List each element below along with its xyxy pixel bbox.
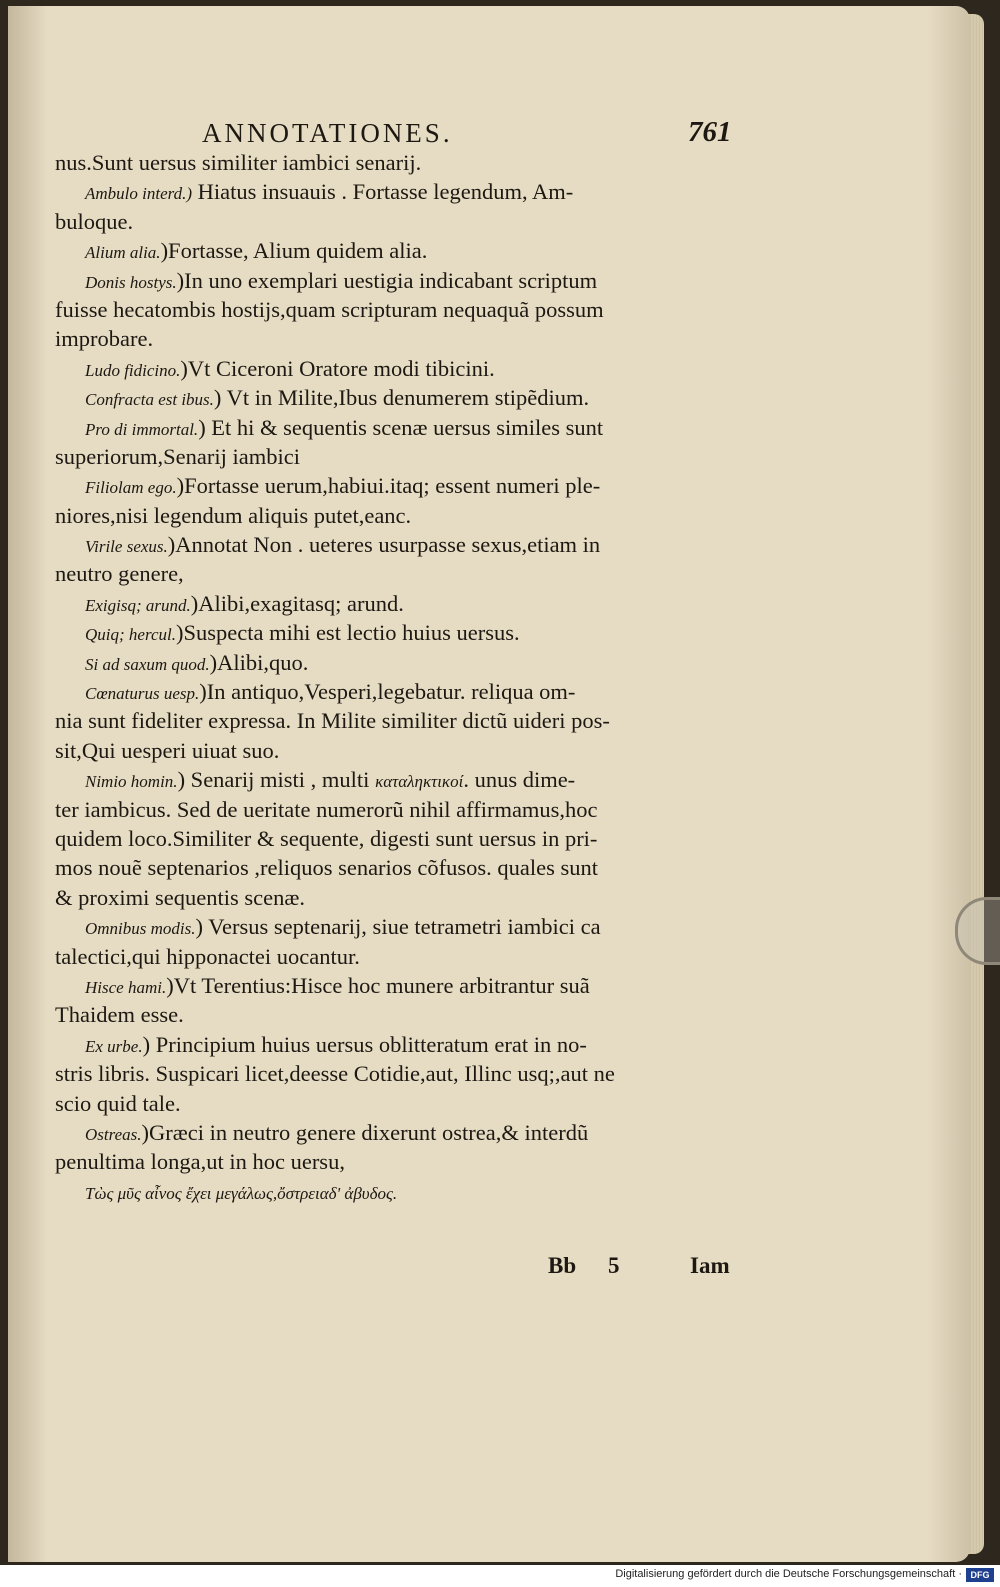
line-text: )Alibi,quo. — [209, 649, 309, 675]
text-line — [55, 1118, 745, 1147]
line-text: buloque. — [55, 208, 134, 234]
text-line — [55, 324, 745, 353]
line-text: )Alibi,exagitasq; arund. — [190, 590, 404, 616]
footer-credit: Digitalisierung gefördert durch die Deutsche Forschungsgemeinschaft · — [615, 1568, 962, 1580]
text-line — [55, 1147, 745, 1176]
line-text: ) Senarij misti , multi — [177, 767, 376, 793]
line-text: )In antiquo,Vesperi,legebatur. reliqua om- — [199, 679, 576, 705]
line-text: Hiatus insuauis . Fortasse legendum, Am- — [192, 179, 574, 205]
text-line — [55, 795, 745, 824]
lemma: Confracta est ibus. — [85, 390, 214, 410]
line-text: )Annotat Non . ueteres usurpasse sexus,etiam in — [167, 532, 601, 558]
greek-text: καταληκτικοί — [375, 772, 464, 792]
text-line — [55, 354, 745, 383]
lemma: Exigisq; arund. — [85, 595, 191, 615]
lemma: Hisce hami. — [85, 977, 167, 997]
lemma: Alium alia. — [85, 243, 161, 263]
text-line — [55, 266, 745, 295]
line-text: quidem loco.Similiter & sequente, digesti sunt uersus in pri- — [55, 825, 598, 851]
text-line — [55, 383, 745, 412]
line-text: sit,Qui uesperi uiuat suo. — [55, 737, 280, 763]
lemma: Si ad saxum quod. — [85, 654, 210, 674]
text-line — [55, 883, 745, 912]
text-line — [55, 824, 745, 853]
lemma: Filiolam ego. — [85, 478, 177, 498]
line-text: stris libris. Suspicari licet,deesse Cotidie,aut, Illinc usq;,aut ne — [55, 1061, 615, 1087]
lemma: Ostreas. — [85, 1124, 142, 1144]
line-text: nus.Sunt uersus similiter iambici senarij. — [55, 150, 422, 175]
line-text: improbare. — [55, 326, 154, 352]
lemma: Cœnaturus uesp. — [85, 684, 200, 704]
lemma: Quiq; hercul. — [85, 625, 176, 645]
lemma: Ludo fidicino. — [85, 360, 181, 380]
text-line — [55, 559, 745, 588]
line-text: ter iambicus. Sed de ueritate numerorũ nihil affirmamus,hoc — [55, 796, 598, 822]
lemma: Ambulo interd.) — [85, 184, 193, 204]
line-text: )Suspecta mihi est lectio huius uersus. — [175, 620, 520, 646]
text-line — [55, 442, 745, 471]
signature-mark: Bb — [548, 1253, 577, 1278]
text-line — [55, 1030, 745, 1059]
signature-number: 5 — [608, 1253, 620, 1278]
line-text: )Græci in neutro genere dixerunt ostrea,& interdũ — [141, 1119, 589, 1145]
line-text: nia sunt fideliter expressa. In Milite similiter dictũ uideri pos- — [55, 708, 610, 734]
text-line — [55, 942, 745, 971]
lemma: Omnibus modis. — [85, 919, 196, 939]
text-line — [55, 618, 745, 647]
lemma: Donis hostys. — [85, 272, 177, 292]
line-text: )Vt Ciceroni Oratore modi tibicini. — [180, 355, 495, 381]
text-line — [55, 501, 745, 530]
text-line — [55, 1089, 745, 1118]
line-text: superiorum,Senarij iambici — [55, 443, 300, 469]
line-text: talectici,qui hipponactei uocantur. — [55, 943, 360, 969]
text-line — [55, 1059, 745, 1088]
text-line — [55, 677, 745, 706]
line-text: ) Vt in Milite,Ibus denumerem stipẽdium. — [213, 385, 590, 411]
text-line — [55, 648, 745, 677]
text-line — [55, 236, 745, 265]
page-number: 761 — [688, 116, 732, 148]
text-line — [55, 706, 745, 735]
text-line — [55, 853, 745, 882]
catchword: Iam — [690, 1253, 730, 1278]
text-line — [55, 589, 745, 618]
dfg-logo: DFG — [966, 1568, 994, 1582]
text-line — [55, 971, 745, 1000]
text-line — [55, 530, 745, 559]
lemma: Pro di immortal. — [85, 419, 199, 439]
text-line — [55, 148, 745, 177]
line-text: )Fortasse, Alium quidem alia. — [160, 238, 428, 264]
lemma: Virile sexus. — [85, 537, 168, 557]
lemma: Ex urbe. — [85, 1036, 143, 1056]
text-line — [55, 413, 745, 442]
line-text: mos nouẽ septenarios ,reliquos senarios cõfusos. quales sunt — [55, 855, 599, 881]
line-text: ) Principium huius uersus oblitteratum erat in no- — [142, 1031, 587, 1057]
line-text: penultima longa,ut in hoc uersu, — [55, 1149, 345, 1175]
line-text: )Fortasse uerum,habiui.itaq; essent numeri ple- — [176, 473, 601, 499]
text-line — [55, 177, 745, 206]
text-line — [55, 1177, 745, 1206]
text-line — [55, 1000, 745, 1029]
text-line — [55, 295, 745, 324]
line-text: )In uno exemplari uestigia indicabant scriptum — [176, 267, 598, 293]
line-text: . unus dime- — [463, 767, 576, 793]
text-line — [55, 912, 745, 941]
running-head: ANNOTATIONES. — [202, 118, 453, 148]
annotation-text — [55, 148, 745, 1206]
text-line — [55, 207, 745, 236]
text-line — [55, 471, 745, 500]
line-text: ) Versus septenarij, siue tetrametri iambici ca — [195, 914, 601, 940]
text-line — [55, 736, 745, 765]
line-text: )Vt Terentius:Hisce hoc munere arbitrantur suã — [166, 972, 590, 998]
line-text: Thaidem esse. — [55, 1002, 184, 1028]
footer-bar — [0, 1565, 1000, 1587]
line-text: & proximi sequentis scenæ. — [55, 884, 305, 910]
lemma: Nimio homin. — [85, 772, 178, 792]
text-line — [55, 765, 745, 794]
greek-text: Τὼς μῦς αἶνος ἔχει μεγάλως,ὄστρειαδ' ἀβυδος. — [85, 1183, 398, 1203]
line-text: niores,nisi legendum aliquis putet,eanc. — [55, 502, 412, 528]
line-text: scio quid tale. — [55, 1090, 181, 1116]
line-text: ) Et hi & sequentis scenæ uersus similes sunt — [198, 414, 604, 440]
line-text: fuisse hecatombis hostijs,quam scripturam nequaquã possum — [55, 296, 604, 322]
line-text: neutro genere, — [55, 561, 184, 587]
